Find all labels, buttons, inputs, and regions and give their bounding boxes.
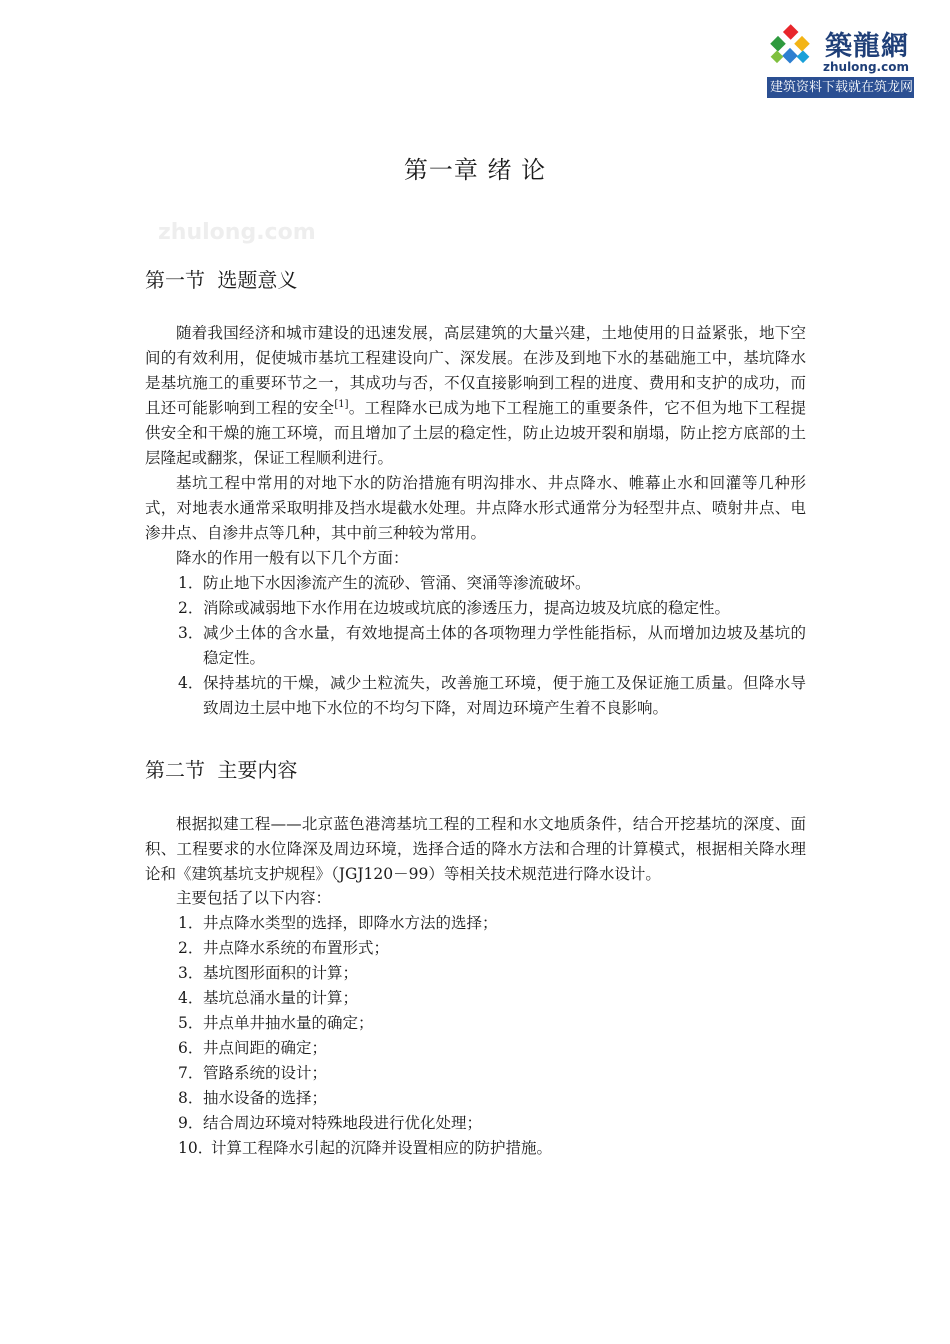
section2-paragraph-1: 根据拟建工程——北京蓝色港湾基坑工程的工程和水文地质条件，结合开挖基坑的深度、面积、工程要求的水位降深及周边环境，选择合适的降水方法和合理的计算模式，根据相关降水理论和《建筑基坑支护规程》（JGJ120－99）等相关技术规范进行降水设计。 [145,815,806,883]
citation-ref: [1] [334,398,349,410]
list-item-text: 保持基坑的干燥，减少土粒流失，改善施工环境，便于施工及保证施工质量。但降水导致周边土层中地下水位的不均匀下降，对周边环境产生着不良影响。 [203,674,806,717]
list-item-number: 3． [178,624,204,642]
list-item-text: 井点降水类型的选择，即降水方法的选择； [203,914,498,932]
list-item [178,1111,806,1136]
list-item-number: 3． [178,964,204,982]
section1-paragraph-1 [145,321,806,471]
list-item-number: 5． [178,1014,204,1032]
watermark: zhulong.com [158,220,316,245]
list-item-number: 2． [178,939,204,957]
list-item-text: 管路系统的设计； [203,1064,328,1082]
list-item [178,936,806,961]
list-item-text: 结合周边环境对特殊地段进行优化处理； [203,1114,483,1132]
section1-list [178,571,806,721]
list-item-number: 6． [178,1039,204,1057]
list-item [178,571,806,596]
logo-pinwheel-icon [767,22,825,78]
list-item-text: 井点单井抽水量的确定； [203,1014,374,1032]
logo-chinese-name: 築龍網 [825,31,909,62]
chapter-title: 第一章 绪 论 [403,156,547,184]
list-item-text: 井点间距的确定； [203,1039,328,1057]
list-item-number: 2． [178,599,204,617]
list-item-text: 井点降水系统的布置形式； [203,939,390,957]
list-item-number: 7． [178,1064,204,1082]
logo-domain: zhulong.com [823,60,909,74]
list-item [178,671,806,721]
list-item-text: 抽水设备的选择； [203,1089,328,1107]
list-item [178,911,806,936]
section1-paragraph-3: 降水的作用一般有以下几个方面： [176,549,409,567]
list-item [178,1086,806,1111]
section2-paragraph-2: 主要包括了以下内容： [176,889,332,907]
list-item [178,1136,806,1161]
list-item-number: 9． [178,1114,204,1132]
list-item-text: 减少土体的含水量，有效地提高土体的各项物理力学性能指标，从而增加边坡及基坑的稳定性。 [203,624,806,667]
list-item-number: 1． [178,914,204,932]
list-item-text: 防止地下水因渗流产生的流砂、管涌、突涌等渗流破坏。 [203,574,591,592]
section2-title: 第二节 主要内容 [145,758,298,782]
list-item-number: 10． [178,1139,214,1157]
list-item-text: 基坑图形面积的计算； [203,964,359,982]
list-item-text: 消除或减弱地下水作用在边坡或坑底的渗透压力，提高边坡及坑底的稳定性。 [203,599,731,617]
list-item [178,621,806,671]
section1-paragraph-1-text-cont: 。工程降水已成为地下工程施工的重要条件，它不但为地下工程提供安全和干燥的施工环境，而且增加了土层的稳定性，防止边坡开裂和崩塌，防止挖方底部的土层隆起或翻浆，保证工程顺利进行。 [145,399,806,467]
list-item [178,961,806,986]
section1-title: 第一节 选题意义 [145,268,298,292]
zhulong-logo [767,22,914,98]
list-item [178,1036,806,1061]
section1-paragraph-1-text: 随着我国经济和城市建设的迅速发展，高层建筑的大量兴建，土地使用的日益紧张，地下空间的有效利用，促使城市基坑工程建设向广、深发展。在涉及到地下水的基础施工中，基坑降水是基坑施工的重要环节之一，其成功与否，不仅直接影响到工程的进度、费用和支护的成功，而且还可能影响到工程的安全 [145,324,806,417]
list-item [178,1061,806,1086]
list-item-number: 4． [178,989,204,1007]
section2-list [178,911,806,1161]
list-item [178,596,806,621]
list-item-number: 4． [178,674,204,692]
list-item-number: 8． [178,1089,204,1107]
section1-paragraph-2: 基坑工程中常用的对地下水的防治措施有明沟排水、井点降水、帷幕止水和回灌等几种形式，对地表水通常采取明排及挡水堤截水处理。井点降水形式通常分为轻型井点、喷射井点、电渗井点、自渗井点等几种，其中前三种较为常用。 [145,474,806,542]
list-item-number: 1． [178,574,204,592]
list-item [178,986,806,1011]
list-item-text: 基坑总涌水量的计算； [203,989,359,1007]
list-item-text: 计算工程降水引起的沉降并设置相应的防护措施。 [211,1139,553,1157]
list-item [178,1011,806,1036]
logo-slogan: 建筑资料下载就在筑龙网 [767,77,914,98]
